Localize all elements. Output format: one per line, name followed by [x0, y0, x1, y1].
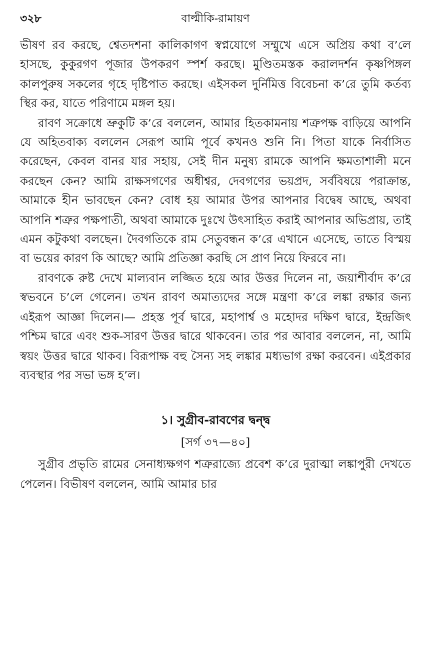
running-title: বাল্মীকি-রামায়ণ [181, 12, 250, 25]
section-spacer [20, 385, 411, 411]
section-heading: ১। সুগ্রীব-রাবণের দ্বন্দ্ব [160, 413, 271, 428]
section-subheading: [সর্গ ৩৭—৪০] [180, 435, 251, 450]
page-number: ৩২৮ [20, 12, 42, 25]
paragraph-defense-orders: রাবণকে রুষ্ট দেখে মাল্যবান লজ্জিত হয়ে আর উত্তর দিলেন না, জয়াশীর্বাদ ক’রে স্বভবনে চ’লে গেলেন। তখন রাবণ অমাত্যদের সঙ্গে মন্ত্রণা ক’রে লঙ্কা রক্ষার জন্য এইরূপ আজ্ঞা দিলেন।— প্রহস্ত পূর্ব দ্বারে, মহাপার্শ্ব ও মহোদর দক্ষিণ দ্বারে, ইন্দ্রজিৎ পশ্চিম দ্বারে এবং শুক-সারণ উত্তর দ্বারে থাকবেন। তার পর আবার বললেন, না, আমি স্বয়ং উত্তর দ্বারে থাকব। বিরূপাক্ষ বহু সৈন্য সহ লঙ্কার মধ্যভাগ রক্ষা করবেন। এইপ্রকার ব্যবস্থার পর সভা ভঙ্গ হ’ল। [20, 270, 411, 382]
page-header [20, 12, 411, 36]
paragraph-sugriva: সুগ্রীব প্রভৃতি রামের সেনাধ্যক্ষগণ শত্রুরাজ্যে প্রবেশ ক’রে দুরাত্মা লঙ্কাপুরী দেখতে পেলেন। বিভীষণ বললেন, আমি আমার চার [20, 457, 411, 491]
paragraph-omens: ভীষণ রব করছে, শ্বেতদশনা কালিকাগণ স্বপ্নযোগে সম্মুখে এসে অপ্রিয় কথা ব’লে হাসছে, কুকুরগণ পূজার উপকরণ স্পর্শ করছে। মুণ্ডিতমস্তক করালদর্শন কৃষ্ণপিঙ্গল কালপুরুষ সকলের গৃহে দৃষ্টিপাত করছে। এইসকল দুর্নিমিত্ত বিবেচনা ক’রে তুমি কর্তব্য স্থির কর, যাতে পরিণামে মঙ্গল হয়। [20, 38, 411, 111]
paragraph-ravana-reply: রাবণ সক্রোধে ভ্রুকুটি ক’রে বললেন, আমার হিতকামনায় শত্রুপক্ষ বাড়িয়ে আপনি যে অহিতবাক্য বললেন সেরূপ আমি পূর্বে কখনও শুনি নি। পিতা যাকে নির্বাসিত করেছেন, কেবল বানর যার সহায়, সেই দীন মনুষ্য রামকে আপনি ক্ষমতাশালী মনে করছেন কেন? আমি রাক্ষসগণের অধীশ্বর, দেবগণের ভয়প্রদ, সর্ববিষয়ে পরাক্রান্ত, আমাকে হীন ভাবছেন কেন? বোধ হয় আমার উপর আপনার বিদ্বেষ আছে, অথবা আপনি শত্রুর পক্ষপাতী, অথবা আমাকে দুঃখে উৎসাহিত করাই আপনার অভিপ্রায়, তাই এমন কটুকথা বলছেন। দৈবগতিকে রাম সেতুবন্ধন ক’রে এখানে এসেছে, তাতে বিস্ময় বা ভয়ের কারণ কি আছে? আমি প্রতিজ্ঞা করছি সে প্রাণ নিয়ে ফিরবে না। [20, 115, 411, 266]
